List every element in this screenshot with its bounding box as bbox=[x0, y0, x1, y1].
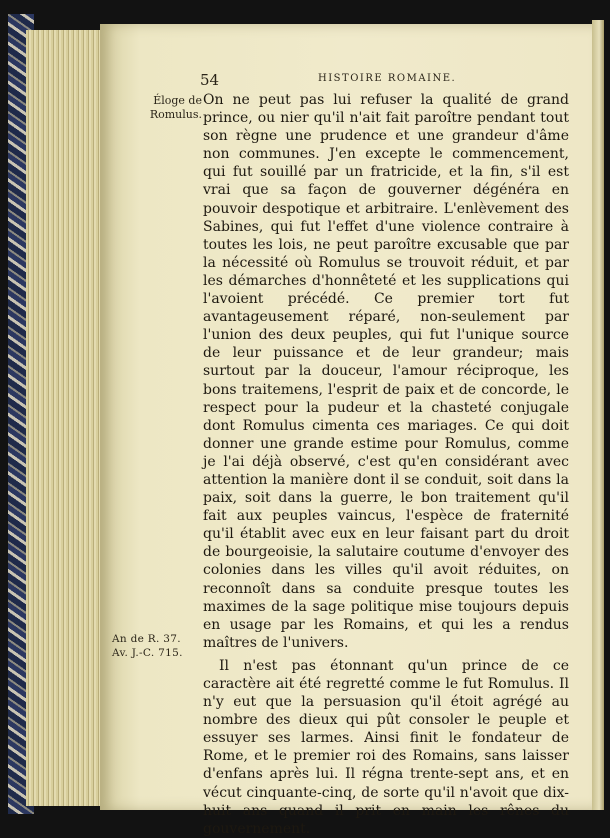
facing-page-edge bbox=[592, 20, 604, 810]
page-number: 54 bbox=[200, 71, 220, 89]
page-header bbox=[200, 71, 568, 89]
running-head: HISTOIRE ROMAINE. bbox=[318, 73, 457, 84]
margin-note-line: Av. J.-C. 715. bbox=[112, 647, 183, 659]
margin-note-line: An de R. 37. bbox=[112, 633, 181, 645]
margin-note-line: Éloge de bbox=[153, 94, 202, 107]
margin-note-line: Romulus. bbox=[149, 108, 202, 121]
margin-note-date bbox=[112, 632, 210, 660]
stacked-page-edges bbox=[26, 30, 108, 806]
body-text bbox=[203, 91, 569, 838]
paragraph: On ne peut pas lui refuser la qualité de grand prince, ou nier qu'il n'ait fait paroître pendant tout son règne une prudence et une grandeur d'âme non communes. J'en excepte le commencement, qui fut souillé par un fratricide, et la fin, s'il est vrai que sa façon de gouverner dégénéra en pouvoir despotique et arbitraire. L'enlèvement des Sabines, qui fut l'effet d'une violence contraire à toutes les lois, ne peut paroître excusable que par la nécessité où Romulus se trouvoit réduit, et par les démarches d'honnêteté et les supplications qui l'avoient précédé. Ce premier tort fut avantageusement réparé, non-seulement par l'union des deux peuples, qui fut l'unique source de leur puissance et de leur grandeur; mais surtout par la douceur, l'amour réciproque, les bons traitemens, l'esprit de paix et de concorde, le respect pour la pudeur et la chasteté conjugale dont Romulus cimenta ces mariages. Ce qui doit donner une grande estime pour Romulus, comme je l'ai déjà observé, c'est qu'en considérant avec attention la manière dont il se conduit, soit dans la paix, soit dans la guerre, le bon traitement qu'il fait aux peuples vaincus, l'espèce de fraternité qu'il établit avec eux en leur faisant part du droit de bourgeoisie, la salutaire coutume d'envoyer des colonies dans les villes qu'il avoit réduites, on reconnoît dans sa conduite presque toutes les maximes de la sage politique mise toujours depuis en usage par les Romains, et qui les a rendus maîtres de l'univers. bbox=[203, 92, 569, 651]
margin-note-eloge bbox=[118, 94, 202, 122]
paragraph: Il n'est pas étonnant qu'un prince de ce caractère ait été regretté comme le fut Romulus. Il n'y eut que la persuasion qu'il étoit agrégé au nombre des dieux qui pût consoler le peuple et essuyer ses larmes. Ainsi finit le fondateur de Rome, et le premier roi des Romains, sans laisser d'enfans après lui. Il régna trente-sept ans, et en vécut cinquante-cinq, de sorte qu'il n'avoit que dix-huit ans quand il prit en main les rênes du gouvernement. bbox=[203, 657, 569, 837]
